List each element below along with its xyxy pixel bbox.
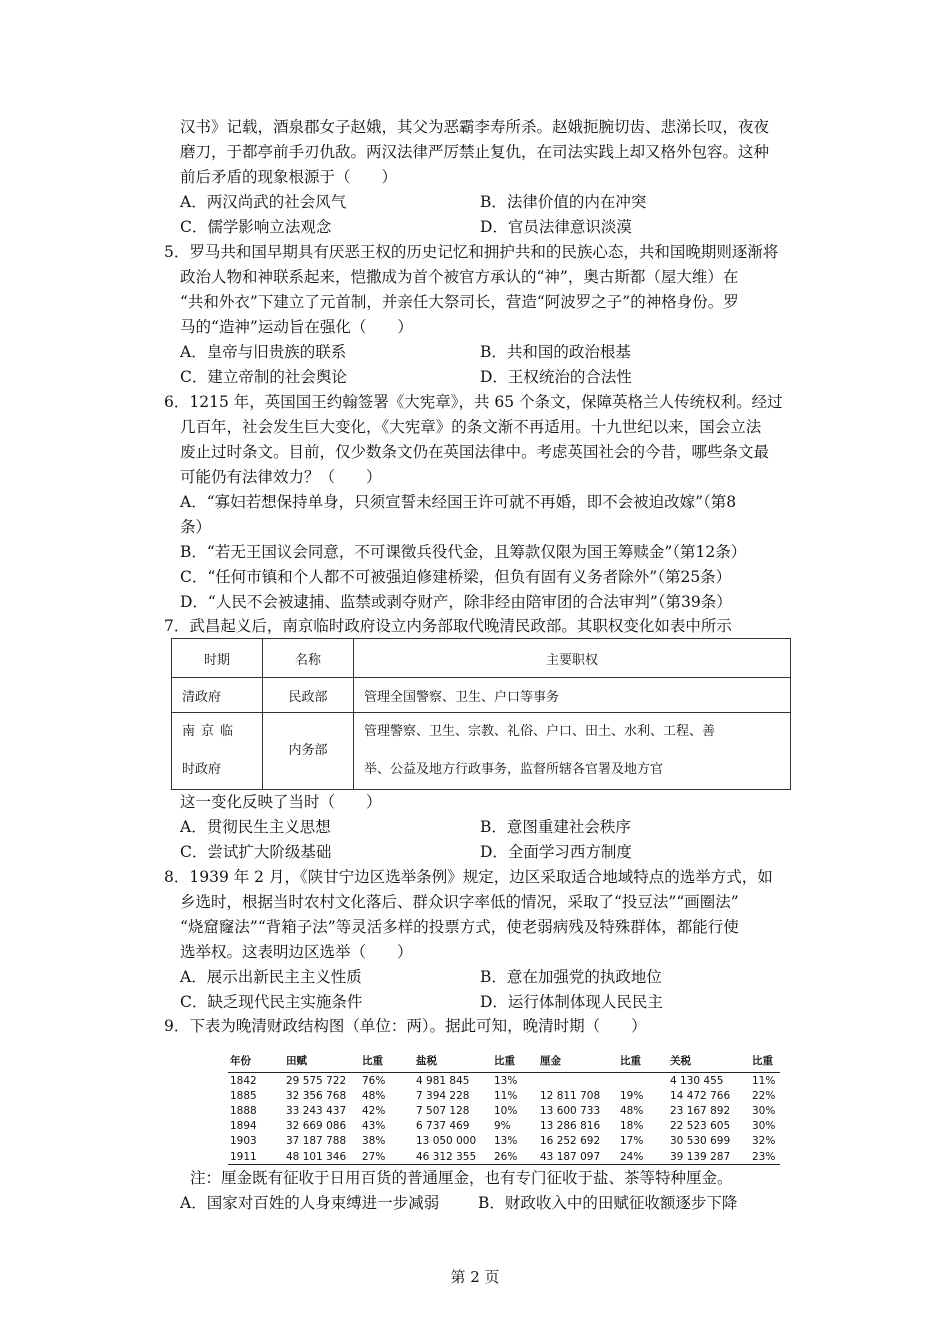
- table-cell: 23%: [750, 1149, 780, 1165]
- table-cell: 13 600 733: [540, 1104, 601, 1117]
- table-cell: 9%: [494, 1120, 511, 1133]
- q7-stem: 7．武昌起义后，南京临时政府设立内务部取代晚清民政部。其职权变化如表中所示: [164, 617, 732, 635]
- table-cell: 13%: [494, 1074, 518, 1087]
- q7-row2-duties-b: 举、公益及地方行政事务，监督所辖各官署及地方官: [364, 762, 664, 777]
- q5-text-line-1: 5．罗马共和国早期具有厌恶王权的历史记忆和拥护共和的民族心态，共和国晚期则逐渐将: [164, 243, 779, 261]
- table-cell: 43 187 097: [538, 1149, 618, 1165]
- q8-text-line-1: 8．1939 年 2 月，《陕甘宁边区选举条例》规定，边区采取适合地域特点的选举方式，如: [164, 868, 773, 886]
- table-cell: 16 252 692: [540, 1135, 601, 1148]
- q7-header-name: 名称: [263, 639, 354, 678]
- q4-option-b[interactable]: B．法律价值的内在冲突: [480, 193, 647, 211]
- q8-option-b[interactable]: B．意在加强党的执政地位: [480, 968, 662, 986]
- q7-row2-period-b: 时政府: [182, 762, 222, 777]
- table-row: [228, 1088, 780, 1103]
- table-cell: 38%: [362, 1135, 386, 1148]
- q5-option-b[interactable]: B．共和国的政治根基: [480, 343, 631, 361]
- q4-text-line-2: 磨刀，于都亭前手刃仇敌。两汉法律严厉禁止复仇，在司法实践上却又格外包容。这种: [180, 143, 770, 161]
- q9-header-year: 年份: [228, 1050, 284, 1073]
- table-cell: 4 130 455: [670, 1074, 724, 1087]
- table-cell: 12 811 708: [540, 1089, 601, 1102]
- table-cell: 14 472 766: [670, 1089, 731, 1102]
- q7-row2-duties: [354, 713, 791, 790]
- q8-option-a[interactable]: A．展示出新民主主义性质: [180, 968, 362, 986]
- q5-option-d[interactable]: D．王权统治的合法性: [480, 368, 632, 386]
- table-cell: 1885: [230, 1089, 257, 1102]
- q7-header-period: 时期: [172, 639, 263, 678]
- table-cell: 46 312 355: [414, 1149, 492, 1165]
- table-cell: 11%: [752, 1074, 776, 1087]
- q9-option-b[interactable]: B．财政收入中的田赋征收额逐步下降: [478, 1194, 738, 1212]
- table-cell: 26%: [492, 1149, 538, 1165]
- table-cell: 13 286 816: [540, 1120, 601, 1133]
- q7-row1-period: 清政府: [172, 678, 263, 713]
- q9-stem: 9．下表为晚清财政结构图（单位：两）。据此可知，晚清时期（ ）: [164, 1017, 647, 1035]
- table-cell: 11%: [494, 1089, 518, 1102]
- q7-row1-name: 民政部: [263, 678, 354, 713]
- q9-header-land-tax: 田赋: [284, 1050, 360, 1073]
- table-cell: [538, 1073, 618, 1089]
- table-cell: 10%: [494, 1104, 518, 1117]
- q5-text-line-2: 政治人物和神联系起来，恺撒成为首个被官方承认的“神”，奥古斯都（屋大维）在: [180, 268, 739, 286]
- q9-header-lijin: 厘金: [538, 1050, 618, 1073]
- q7-option-b[interactable]: B．意图重建社会秩序: [480, 818, 631, 836]
- q8-option-c[interactable]: C．缺乏现代民主实施条件: [180, 993, 363, 1011]
- table-cell: 22%: [752, 1089, 776, 1102]
- table-cell: 39 139 287: [668, 1149, 750, 1165]
- table-cell: 48%: [362, 1089, 386, 1102]
- table-cell: 1842: [230, 1074, 257, 1087]
- table-cell: 13 050 000: [416, 1135, 477, 1148]
- q9-note: 注：厘金既有征收于日用百货的普通厘金，也有专门征收于盐、茶等特种厘金。: [190, 1169, 733, 1187]
- q9-finance-table: [228, 1050, 780, 1165]
- q7-option-a[interactable]: A．贯彻民生主义思想: [180, 818, 331, 836]
- q5-option-a[interactable]: A．皇帝与旧贵族的联系: [180, 343, 347, 361]
- q6-option-c[interactable]: C．“任何市镇和个人都不可被强迫修建桥梁，但负有固有义务者除外”（第25条）: [180, 568, 732, 586]
- table-row: [228, 1073, 780, 1089]
- q6-option-a-cont: 条）: [180, 518, 212, 536]
- table-cell: 37 187 788: [286, 1135, 347, 1148]
- table-cell: 42%: [362, 1104, 386, 1117]
- q4-option-a[interactable]: A．两汉尚武的社会风气: [180, 193, 347, 211]
- table-cell: 18%: [620, 1120, 644, 1133]
- q7-row2-period-a: 南京临: [182, 724, 240, 739]
- table-cell: 76%: [362, 1074, 386, 1087]
- table-cell: 7 507 128: [416, 1104, 470, 1117]
- table-row: [228, 1149, 780, 1165]
- q5-option-c[interactable]: C．建立帝制的社会舆论: [180, 368, 347, 386]
- table-cell: 7 394 228: [416, 1089, 470, 1102]
- q7-table: [171, 638, 791, 790]
- table-cell: 48%: [620, 1104, 644, 1117]
- table-cell: 33 243 437: [286, 1104, 347, 1117]
- q4-text-line-3: 前后矛盾的现象根源于（ ）: [180, 168, 398, 186]
- table-cell: [618, 1073, 668, 1089]
- table-cell: 30%: [752, 1104, 776, 1117]
- table-cell: 32 669 086: [286, 1120, 347, 1133]
- table-row: [228, 1119, 780, 1134]
- q8-text-line-2: 乡选时，根据当时农村文化落后、群众识字率低的情况，采取了“投豆法”“画圈法”: [180, 893, 739, 911]
- q6-text-line-3: 废止过时条文。目前，仅少数条文仍在英国法律中。考虑英国社会的今昔，哪些条文最: [180, 443, 770, 461]
- q9-header-ratio-4: 比重: [750, 1050, 780, 1073]
- q9-header-customs: 关税: [668, 1050, 750, 1073]
- table-cell: 29 575 722: [286, 1074, 347, 1087]
- table-cell: 1894: [230, 1120, 257, 1133]
- q7-option-d[interactable]: D．全面学习西方制度: [480, 843, 632, 861]
- q8-option-d[interactable]: D．运行体制体现人民民主: [480, 993, 663, 1011]
- table-cell: 17%: [620, 1135, 644, 1148]
- q7-row2-period: [172, 713, 263, 790]
- q4-text-line-1: 汉书》记载，酒泉郡女子赵娥，其父为恶霸李寿所杀。赵娥扼腕切齿、悲涕长叹，夜夜: [180, 118, 770, 136]
- table-cell: 32%: [752, 1135, 776, 1148]
- table-cell: 27%: [360, 1149, 414, 1165]
- q4-option-c[interactable]: C．儒学影响立法观念: [180, 218, 332, 236]
- q9-header-salt-tax: 盐税: [414, 1050, 492, 1073]
- q7-row2-duties-a: 管理警察、卫生、宗教、礼俗、户口、田土、水利、工程、善: [364, 724, 716, 739]
- q4-option-d[interactable]: D．官员法律意识淡漠: [480, 218, 632, 236]
- q6-text-line-2: 几百年，社会发生巨大变化，《大宪章》的条文渐不再适用。十九世纪以来，国会立法: [180, 418, 762, 436]
- table-cell: 24%: [618, 1149, 668, 1165]
- table-cell: 1888: [230, 1104, 257, 1117]
- table-cell: 30%: [752, 1120, 776, 1133]
- table-cell: 48 101 346: [284, 1149, 360, 1165]
- q6-option-d[interactable]: D．“人民不会被逮捕、监禁或剥夺财产，除非经由陪审团的合法审判”（第39条）: [180, 593, 732, 611]
- q7-row1-duties: 管理全国警察、卫生、户口等事务: [354, 678, 791, 713]
- table-row: [228, 1134, 780, 1149]
- q6-option-a[interactable]: A．“寡妇若想保持单身，只须宣誓未经国王许可就不再婚，即不会被迫改嫁”（第8: [180, 493, 737, 511]
- q9-header-ratio-2: 比重: [492, 1050, 538, 1073]
- table-cell: 23 167 892: [670, 1104, 731, 1117]
- q6-option-b[interactable]: B．“若无王国议会同意，不可课徵兵役代金，且筹款仅限为国王筹赎金”（第12条）: [180, 543, 747, 561]
- q6-text-line-1: 6．1215 年，英国国王约翰签署《大宪章》，共 65 个条文，保障英格兰人传统权利。经过: [164, 393, 783, 411]
- table-cell: 13%: [494, 1135, 518, 1148]
- q8-text-line-4: 选举权。这表明边区选举（ ）: [180, 943, 413, 961]
- table-cell: 4 981 845: [416, 1074, 470, 1087]
- table-cell: 6 737 469: [416, 1120, 470, 1133]
- q9-option-a[interactable]: A．国家对百姓的人身束缚进一步减弱: [180, 1194, 440, 1212]
- page-number: 第 2 页: [450, 1268, 500, 1286]
- q7-option-c[interactable]: C．尝试扩大阶级基础: [180, 843, 332, 861]
- q7-header-duties: 主要职权: [354, 639, 791, 678]
- table-row: [228, 1103, 780, 1118]
- table-cell: 1903: [230, 1135, 257, 1148]
- q7-after: 这一变化反映了当时（ ）: [180, 793, 382, 811]
- table-cell: 30 530 699: [670, 1135, 731, 1148]
- table-cell: 1911: [228, 1149, 284, 1165]
- q5-text-line-3: “共和外衣”下建立了元首制，并亲任大祭司长，营造“阿波罗之子”的神格身份。罗: [180, 293, 739, 311]
- q7-row2-name: 内务部: [263, 713, 354, 790]
- q9-header-ratio-1: 比重: [360, 1050, 414, 1073]
- q8-text-line-3: “烧窟窿法”“背箱子法”等灵活多样的投票方式，使老弱病残及特殊群体，都能行使: [180, 918, 739, 936]
- q9-header-ratio-3: 比重: [618, 1050, 668, 1073]
- table-cell: 19%: [620, 1089, 644, 1102]
- q6-text-line-4: 可能仍有法律效力？（ ）: [180, 468, 382, 486]
- q5-text-line-4: 马的“造神”运动旨在强化（ ）: [180, 318, 413, 336]
- table-cell: 22 523 605: [670, 1120, 731, 1133]
- table-cell: 32 356 768: [286, 1089, 347, 1102]
- table-cell: 43%: [362, 1120, 386, 1133]
